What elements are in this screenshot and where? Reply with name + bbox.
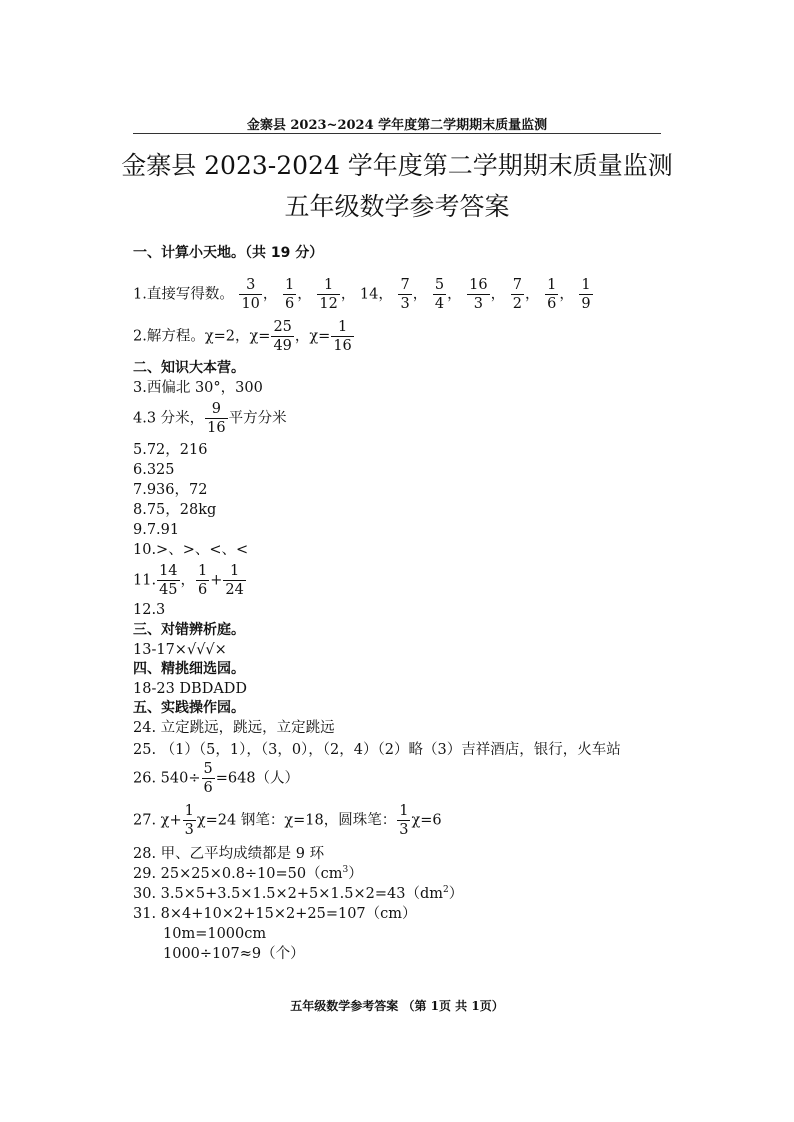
answer-q18-23: 18-23 DBDADD [133, 681, 248, 697]
fraction: $\frac{1}{6}$ [547, 277, 557, 312]
q1-prefix: 1.直接写得数。 [133, 286, 234, 303]
answer-q1: 1.直接写得数。 $\frac{3}{10}$ ， $\frac{1}{6}$ ， $\frac{1}{12}$ ， 14， $\frac{7}{3}$ ， $\frac{5}{4}$ ， $\frac{16}{3}$ ， $\frac{7}{2}$ ， $\frac{1}{6}$ ， $\frac{1}{9}$ [133, 277, 591, 312]
answer-q6: 6.325 [133, 462, 175, 478]
fraction: $\frac{5}{6}$ [203, 761, 213, 796]
answer-q11: 11. $\frac{14}{45}$ ， $\frac{1}{6}$ + $\frac{1}{24}$ [133, 563, 244, 598]
answer-q31: 31. 8×4+10×2+15×2+25=107（cm） [133, 906, 417, 922]
page-subtitle: 五年级数学参考答案 [284, 192, 510, 221]
fraction: $\frac{1}{6}$ [285, 277, 295, 312]
answer-q7: 7.936，72 [133, 482, 208, 498]
answer-q2: 2.解方程。χ=2，χ= $\frac{25}{49}$ ，χ= $\frac{1}{16}$ [133, 319, 352, 354]
fraction: $\frac{1}{3}$ [184, 803, 194, 838]
fraction: $\frac{7}{2}$ [512, 277, 522, 312]
answer-q8: 8.75，28kg [133, 502, 217, 518]
answer-q9: 9.7.91 [133, 522, 180, 538]
answer-q12: 12.3 [133, 602, 166, 618]
answer-q27: 27. χ+ $\frac{1}{3}$ χ=24 钢笔：χ=18，圆珠笔： $\frac{1}{3}$ χ=6 [133, 803, 442, 838]
fraction: $\frac{1}{3}$ [399, 803, 409, 838]
answer-q29: 29. $25\times 25\times 0.8\div 10=50(cm^3)$ [133, 865, 363, 882]
answer-q24: 24. 立定跳远，跳远，立定跳远 [133, 720, 335, 736]
page-footer: 五年级数学参考答案 （第 1页 共 1页） [290, 999, 504, 1013]
header-rule [133, 133, 661, 134]
answer-q3: 3.西偏北 30°，300 [133, 380, 263, 396]
fraction: $\frac{5}{4}$ [434, 277, 445, 312]
section-5-heading: 五、实践操作园。 [133, 700, 245, 716]
answer-q30: 30. $3.5\times 5+3.5\times 1.5\times 2+5\times 1.5\times 2=43(dm^2)$ [133, 885, 464, 902]
answer-q31-step2: 10m=1000cm [163, 926, 267, 942]
fraction: $\frac{14}{45}$ [159, 563, 178, 598]
answer-q26: 26. 540÷ $\frac{5}{6}$ =648（人） [133, 761, 300, 796]
fraction: $\frac{1}{12}$ [319, 277, 338, 312]
answer-q5: 5.72，216 [133, 442, 208, 458]
answer-q31-step3: 1000÷107≈9（个） [163, 946, 305, 962]
section-2-heading: 二、知识大本营。 [133, 360, 245, 376]
fraction: $\frac{1}{24}$ [225, 563, 244, 598]
fraction: $\frac{25}{49}$ [273, 319, 292, 354]
whole-number: 14 [359, 286, 379, 303]
page-title: 金寨县 2023-2024 学年度第二学期期末质量监测 [121, 151, 673, 180]
running-header: 金寨县 2023~2024 学年度第二学期期末质量监测 [246, 118, 548, 133]
section-1-heading: 一、计算小天地。（共 19 分） [133, 245, 324, 261]
section-3-heading: 三、对错辨析庭。 [133, 622, 245, 638]
answer-q4: 4.3 分米， $\frac{9}{16}$ 平方分米 [133, 401, 287, 436]
fraction: $\frac{16}{3}$ [469, 277, 488, 312]
fraction: $\frac{1}{9}$ [581, 277, 591, 312]
answer-q10: 10.>、>、<、< [133, 542, 249, 558]
fraction: $\frac{3}{10}$ [241, 277, 260, 312]
fraction: $\frac{1}{16}$ [333, 319, 352, 354]
section-4-heading: 四、精挑细选园。 [133, 661, 245, 677]
answer-q13-17: 13-17×√√√× [133, 642, 227, 658]
fraction: $\frac{1}{6}$ [198, 563, 208, 598]
answer-q28: 28. 甲、乙平均成绩都是 9 环 [133, 846, 325, 862]
fraction: $\frac{9}{16}$ [207, 401, 226, 436]
fraction: $\frac{7}{3}$ [400, 277, 410, 312]
answer-q25: 25. （1）（5，1），（3，0），（2，4）（2）略（3）吉祥酒店，银行，火车站 [133, 742, 621, 758]
